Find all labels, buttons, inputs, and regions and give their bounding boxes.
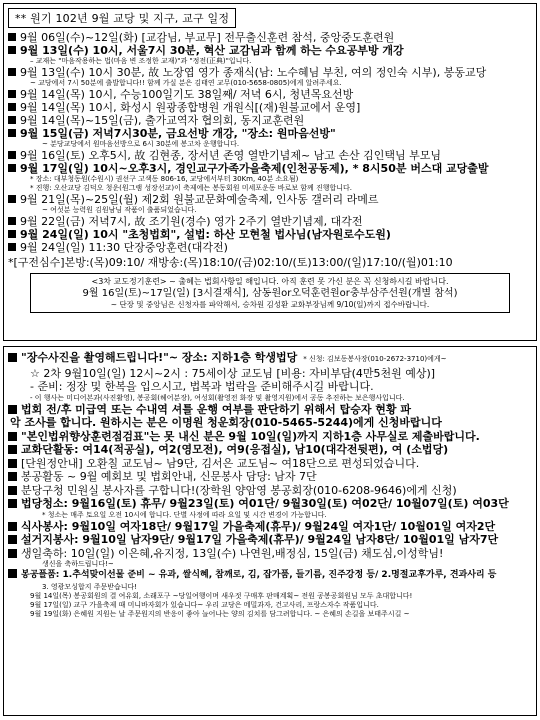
notice-item [8, 497, 532, 511]
notice-subnote: 생신을 축하드립니다!~ [42, 560, 114, 568]
schedule-item-text: 9월 14일(목) 10시, 수능100일기도 38일째/ 저녁 6시, 청년목요선방 [20, 88, 354, 101]
notice-item [8, 380, 532, 394]
schedule-item-text: 9월 21일(목)~25일(월) 제2회 원불교문화예술축제, 인사동 갤러리 라메르 [20, 193, 379, 206]
notice-item-text: 봉공플품: 1.추석맞이선물 준비 ~ 유과, 쌀식혜, 참깨로, 김, 잡가품, 들기름, 진주강정 등/ 2.명절교후가루, 견과사리 등 [21, 570, 497, 580]
notice-item-text: 봉공활동 ~ 9월 예회보 및 법회안내, 신문봉사 담당: 남자 7단 [21, 470, 317, 483]
bullet-square-icon [8, 405, 17, 414]
notice-item [8, 403, 532, 417]
bullet-square-icon [8, 164, 16, 172]
notice-item [8, 367, 532, 381]
notice-item [8, 470, 532, 484]
bullet-square-icon [8, 243, 16, 251]
schedule-item-text: 9월 24일(일) 11:30 단장중앙훈련(대각전) [20, 241, 228, 254]
notice-item [8, 547, 532, 561]
bullet-square-icon [8, 217, 16, 225]
training-line-2: 9월 16일(토)~17일(일) [3시결재식], 삼동원or오덕훈련원or충부삼주선원(개별 참석) [82, 288, 458, 299]
schedule-item [8, 149, 532, 162]
schedule-item-text: 9월 14일(목) 10시, 화성시 원광종합병원 개원식[(재)원불교에서 운영] [20, 101, 361, 114]
schedule-item-text: 9월 22일(금) 저녁7시, 故 조기원(경수) 영가 2주기 열반기념제, 대각전 [20, 215, 363, 228]
notice-item [8, 430, 532, 444]
bullet-square-icon [8, 230, 16, 238]
notice-subnote: * 청소는 매주 토요일 오전 10시에 합니다. 단별 사정에 따라 요일 및 시간 변경이 가능합니다. [42, 510, 327, 519]
notice-item-note: * 신청: 김보동봉사장(010-2672-3710)에게~ [303, 355, 447, 363]
schedule-item-text: 9월 16일(토) 오후5시, 故 김현종, 장서년 존영 열반기념제~ 남고 손산 김인택님 부모님 [20, 149, 442, 162]
schedule-subnote: ~ 교당에서 7시 50분에 출발합니다!! 함께 가실 분은 김태연 교무(010-5658-0805)에게 알려주세요. [30, 79, 342, 87]
schedule-item-text: 9월 17일(일) 10시~오후3시, 경인교구가족가을축제(인천공동제), * 8시50분 버스대 교당출발 [20, 162, 489, 175]
schedule-item [8, 88, 532, 101]
notice-item-text: 설거지봉사: 9월10일 남자9단/ 9월17일 가을축제(휴무)/ 9월24일 남자8단/ 10월01일 남자7단 [21, 533, 499, 546]
bullet-square-icon [8, 549, 17, 558]
broadcast-line: *[구전심수]본방:(목)09:10/ 재방송:(목)18:10/(금)02:10/(토)13:00/(일)17:10/(월)01:10 [8, 256, 453, 269]
bullet-square-icon [8, 195, 16, 203]
notice-item [8, 457, 532, 471]
notice-item-text: 법당청소: 9월16일(토) 휴무/ 9월23일(토) 여01단/ 9월30일(토) 여02단/ 10월07일(토) 여03단 [21, 497, 509, 510]
notices-box [3, 346, 537, 716]
schedule-subnote: ~ 여섯분 능력원 김원남님 작품이 출품되었습니다. [42, 206, 197, 214]
notice-item-text: - 준비: 정장 및 한복을 입으시고, 법복과 법락을 준비해주시길 바랍니다. [30, 380, 374, 393]
notice-subnote: 9월 14일(목) 봉공회원의 결 여유회, 소래포구 ~당일여행이며 새우젓 구매후 판매계획~ 전원 공봉공회원님 모두 초대합니다! [30, 591, 413, 600]
notice-item [8, 351, 532, 367]
notice-item-text: 분당구청 민원실 봉사자를 구합니다!(장학원 양암영 봉공회장(010-6208-9646)에게 신청) [21, 483, 457, 497]
schedule-item [8, 114, 532, 127]
bullet-square-icon [8, 535, 17, 544]
notice-item-text: 생일축하: 10일(일) 이은혜,유지정, 13일(수) 나연원,배정심, 15일(금) 채도심,이성학님! [21, 546, 444, 560]
schedule-title: ** 원기 102년 9월 교당 및 지구, 교구 일정 [8, 8, 236, 28]
notice-item-text: 식사봉사: 9월10일 여자18단/ 9월17일 가을축제(휴무)/ 9월24일 여자1단/ 10월01일 여자2단 [21, 519, 496, 533]
notice-item [8, 416, 532, 430]
notice-item-text: "장수사진을 촬영해드립니다!"~ 장소: 지하1층 학생법당 [21, 351, 298, 364]
bullet-square-icon [8, 445, 17, 454]
training-notice [30, 273, 510, 313]
bullet-square-icon [8, 46, 16, 54]
schedule-subnote: ~ 분당교당에서 원마음선방으로 6시 30분에 봉고차 운행합니다. [42, 140, 240, 148]
schedule-subnote: * 장소: 대부청동원(수원시) 권선구 고색동 806-16, 교당에서부터 30Km, 40분 소요됨) [30, 175, 299, 183]
schedule-subnote: – 교재는 "마음작용하는 법(마음 변 조정한 교재)"과 "정전(正典)"입니다. [30, 57, 252, 65]
bullet-square-icon [8, 151, 16, 159]
notice-item-text: 법회 전/후 미급역 또는 수내역 셔틀 운행 여부를 판단하기 위해서 탑승자 현황 파 [21, 402, 412, 416]
notice-item [8, 533, 532, 547]
notice-subnote: 9월 19일(화) 은혜원 지원는 날 주문원지의 반응이 좋아 늘어나는 양의 김치를 담그려합니다. ~ 은혜의 손길을 보태주시길 ~ [30, 609, 410, 618]
notice-item-text: 교화단활동: 여14(적공실), 여2(영모전), 여9(응접실), 남10(대각전뒷편), 여 (소법당) [21, 443, 449, 456]
schedule-item [8, 228, 532, 241]
schedule-box [3, 3, 537, 341]
schedule-item-text: 9월 06일(수)~12일(화) [교감님, 부교무] 전무출신훈련 참석, 중앙중도훈련원 [20, 31, 395, 44]
notice-subnote: 3. 영광모싱합지 주문받습니다! [42, 582, 138, 591]
bullet-square-icon [8, 103, 16, 111]
notice-item [8, 520, 532, 534]
bullet-square-icon [8, 522, 17, 531]
schedule-item [8, 241, 532, 254]
notice-item-text: "본인법위향상훈련점검표"는 못 내신 분은 9월 10일(일)까지 지하1층 사무실로 제출바랍니다. [21, 429, 480, 443]
bullet-square-icon [8, 33, 16, 41]
bullet-square-icon [8, 116, 16, 124]
bullet-square-icon [8, 353, 17, 362]
training-line-1: <3차 교도정기훈련> ~ 출혜는 법회사항일 해입니다. 아직 훈련 못 가신 분은 꼭 신청하시길 바랍니다. [91, 277, 449, 286]
bullet-square-icon [8, 486, 17, 495]
notice-subnote: 9월 17일(일) 교구 가을축제 때 미니바자회가 있습니다~ 우리 교당은 메밀과자, 건고사리, 프랑스자수 작품입니다. [30, 600, 379, 609]
notice-subnote: - 이 행사는 미디어본과(사진활영), 봉공회(헤어분장), 여성회(촬영전 화장 및 촬영지원)에서 공동 추진하는 보은행사입니다. [30, 393, 405, 402]
schedule-item [8, 193, 532, 206]
schedule-item [8, 66, 532, 79]
schedule-item-text: 9월 24일(일) 10시 "초청법회", 설법: 하산 모현철 법사님(남자원로수도원) [20, 228, 391, 241]
bullet-square-icon [8, 90, 16, 98]
bullet-square-icon [8, 459, 17, 468]
schedule-item-text: 9월 13일(수) 10시 30분, 故 노장엽 영가 종재식(남: 노수혜님 부친, 여의 정인숙 시부), 봉동교당 [20, 66, 487, 79]
bullet-square-icon [8, 432, 17, 441]
schedule-subnote: * 진행: 오산교당 김덕오 청운(원그램 성장선교)이 축제에는 봉동회원 미세포운동 바로보 함께 진행합니다. [30, 184, 353, 192]
bullet-square-icon [8, 472, 17, 481]
schedule-item [8, 101, 532, 114]
training-line-3: ~ 단장 및 중앙님은 신청자를 파악해서, 승차원 김성환 교화부장님께 9/10(일)까지 접수바랍니다. [110, 300, 430, 309]
notice-item-text: [단원정안내] 오환칠 교도님~ 남9단, 김서은 교도님~ 여18단으로 편성되었습니다. [21, 456, 420, 470]
schedule-item-text: 9월 15일(금) 저녁7시30분, 금요선방 개강, "장소: 원마음선방" [20, 127, 336, 140]
bullet-square-icon [8, 129, 16, 137]
bullet-square-icon [8, 499, 17, 508]
schedule-item-text: 9월 13일(수) 10시, 서울7시 30분, 혁산 교감님과 함께 하는 수요공부방 개강 [20, 44, 404, 57]
notice-item-text: ☆ 2차 9월10일(일) 12시~2시 : 75세이상 교도님 [비용: 자비부담(4만5천원 예상)] [30, 366, 436, 380]
bullet-square-icon [8, 68, 16, 76]
schedule-item [8, 162, 532, 175]
schedule-item-text: 9월 14일(목)~15일(금), 출가교역자 협의회, 동지교훈련원 [20, 114, 305, 127]
notice-item-text: 악 조사를 합니다. 원하시는 분은 이명원 청운회장(010-5465-5244)에게 신청바랍니다 [10, 416, 442, 429]
schedule-item [8, 44, 532, 57]
bullet-square-icon [8, 569, 17, 578]
notice-item [8, 484, 532, 498]
schedule-item [8, 31, 532, 44]
notice-item [8, 569, 532, 583]
notice-item [8, 443, 532, 457]
schedule-item [8, 215, 532, 228]
schedule-item [8, 127, 532, 140]
